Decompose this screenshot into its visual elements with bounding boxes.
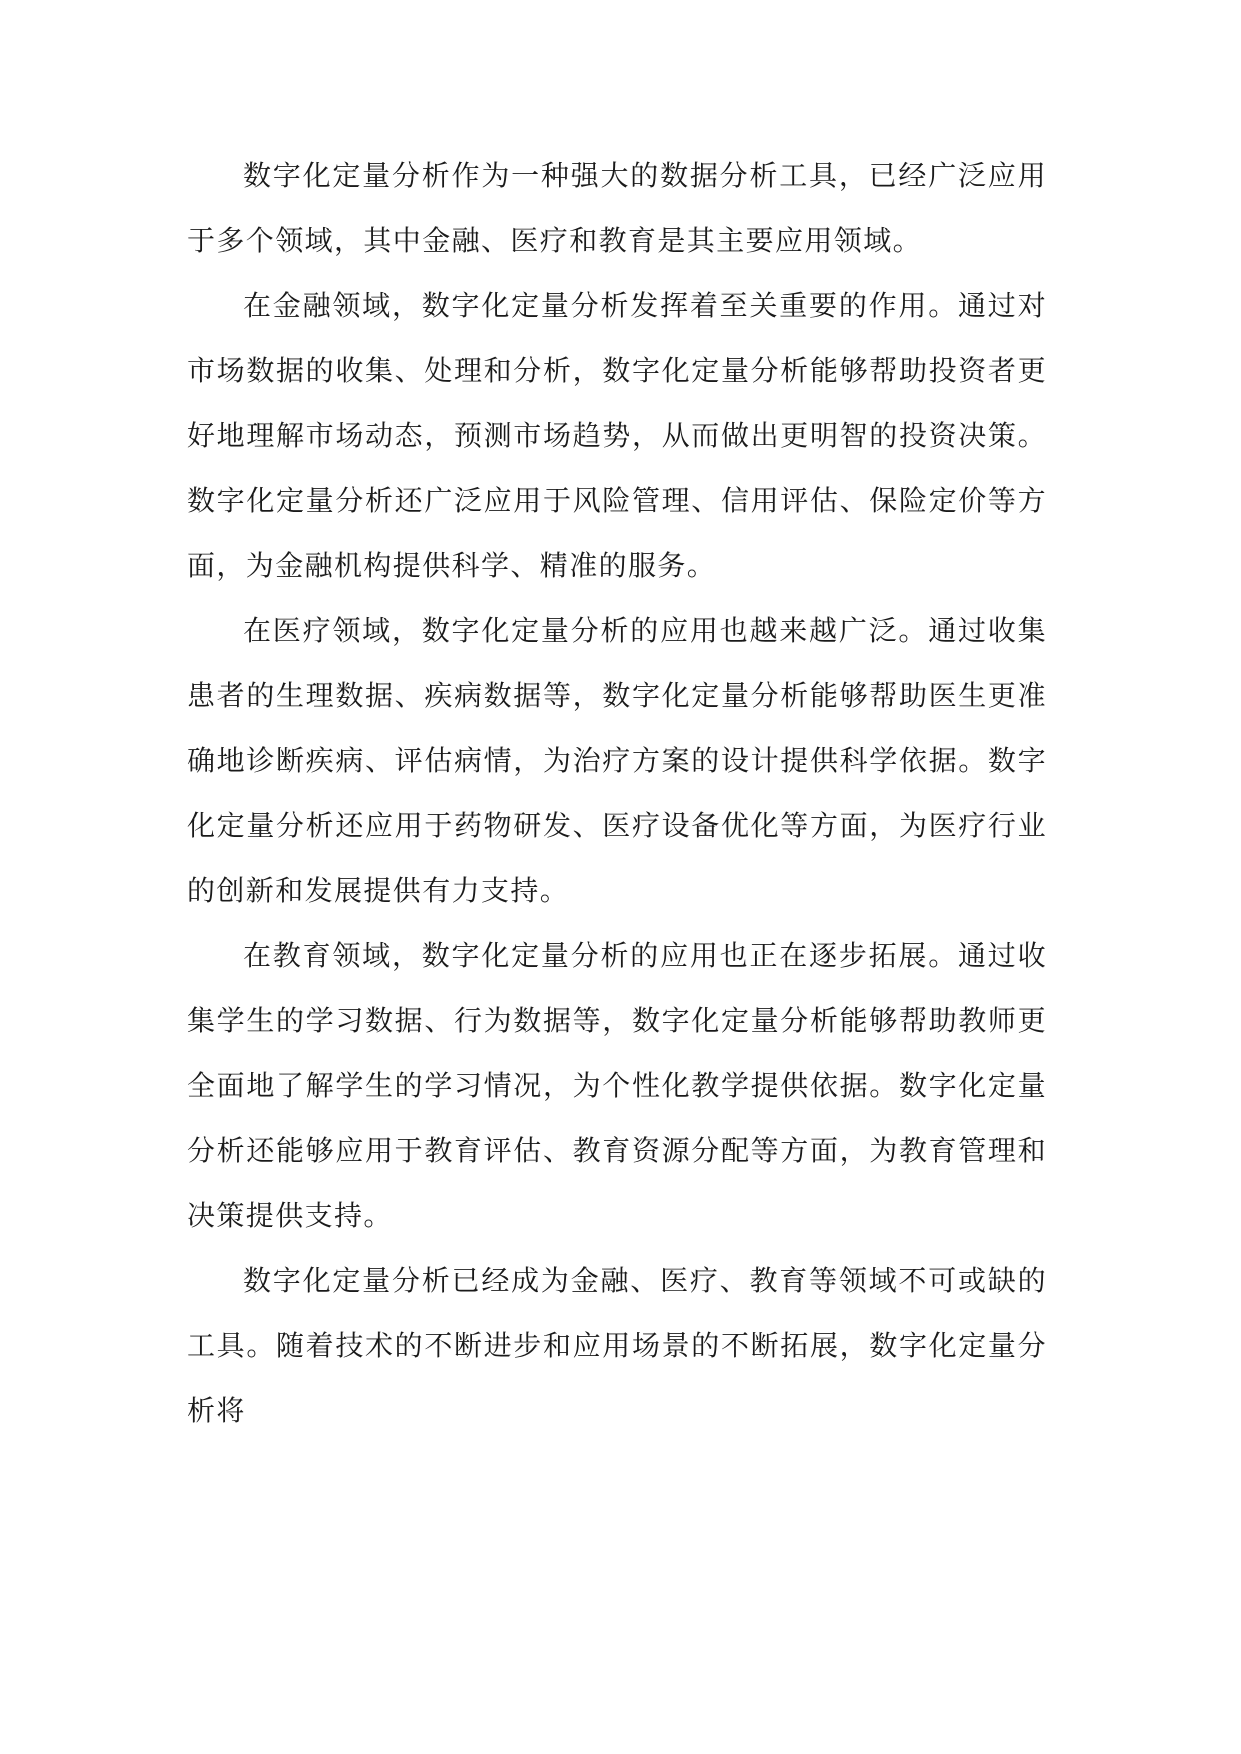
paragraph-medical: 在医疗领域，数字化定量分析的应用也越来越广泛。通过收集患者的生理数据、疾病数据等，数字化定量分析能够帮助医生更准确地诊断疾病、评估病情，为治疗方案的设计提供科学依据。数字化定量分析还应用于药物研发、医疗设备优化等方面，为医疗行业的创新和发展提供有力支持。 [187,614,1047,907]
paragraph-finance: 在金融领域，数字化定量分析发挥着至关重要的作用。通过对市场数据的收集、处理和分析，数字化定量分析能够帮助投资者更好地理解市场动态，预测市场趋势，从而做出更明智的投资决策。数字化定量分析还广泛应用于风险管理、信用评估、保险定价等方面，为金融机构提供科学、精准的服务。 [187,289,1047,582]
paragraph-conclusion: 数字化定量分析已经成为金融、医疗、教育等领域不可或缺的工具。随着技术的不断进步和应用场景的不断拓展，数字化定量分析将 [187,1264,1047,1427]
document-body [187,143,1047,1443]
paragraph-intro: 数字化定量分析作为一种强大的数据分析工具，已经广泛应用于多个领域，其中金融、医疗和教育是其主要应用领域。 [187,159,1047,257]
paragraph-education: 在教育领域，数字化定量分析的应用也正在逐步拓展。通过收集学生的学习数据、行为数据等，数字化定量分析能够帮助教师更全面地了解学生的学习情况，为个性化教学提供依据。数字化定量分析还能够应用于教育评估、教育资源分配等方面，为教育管理和决策提供支持。 [187,939,1047,1232]
